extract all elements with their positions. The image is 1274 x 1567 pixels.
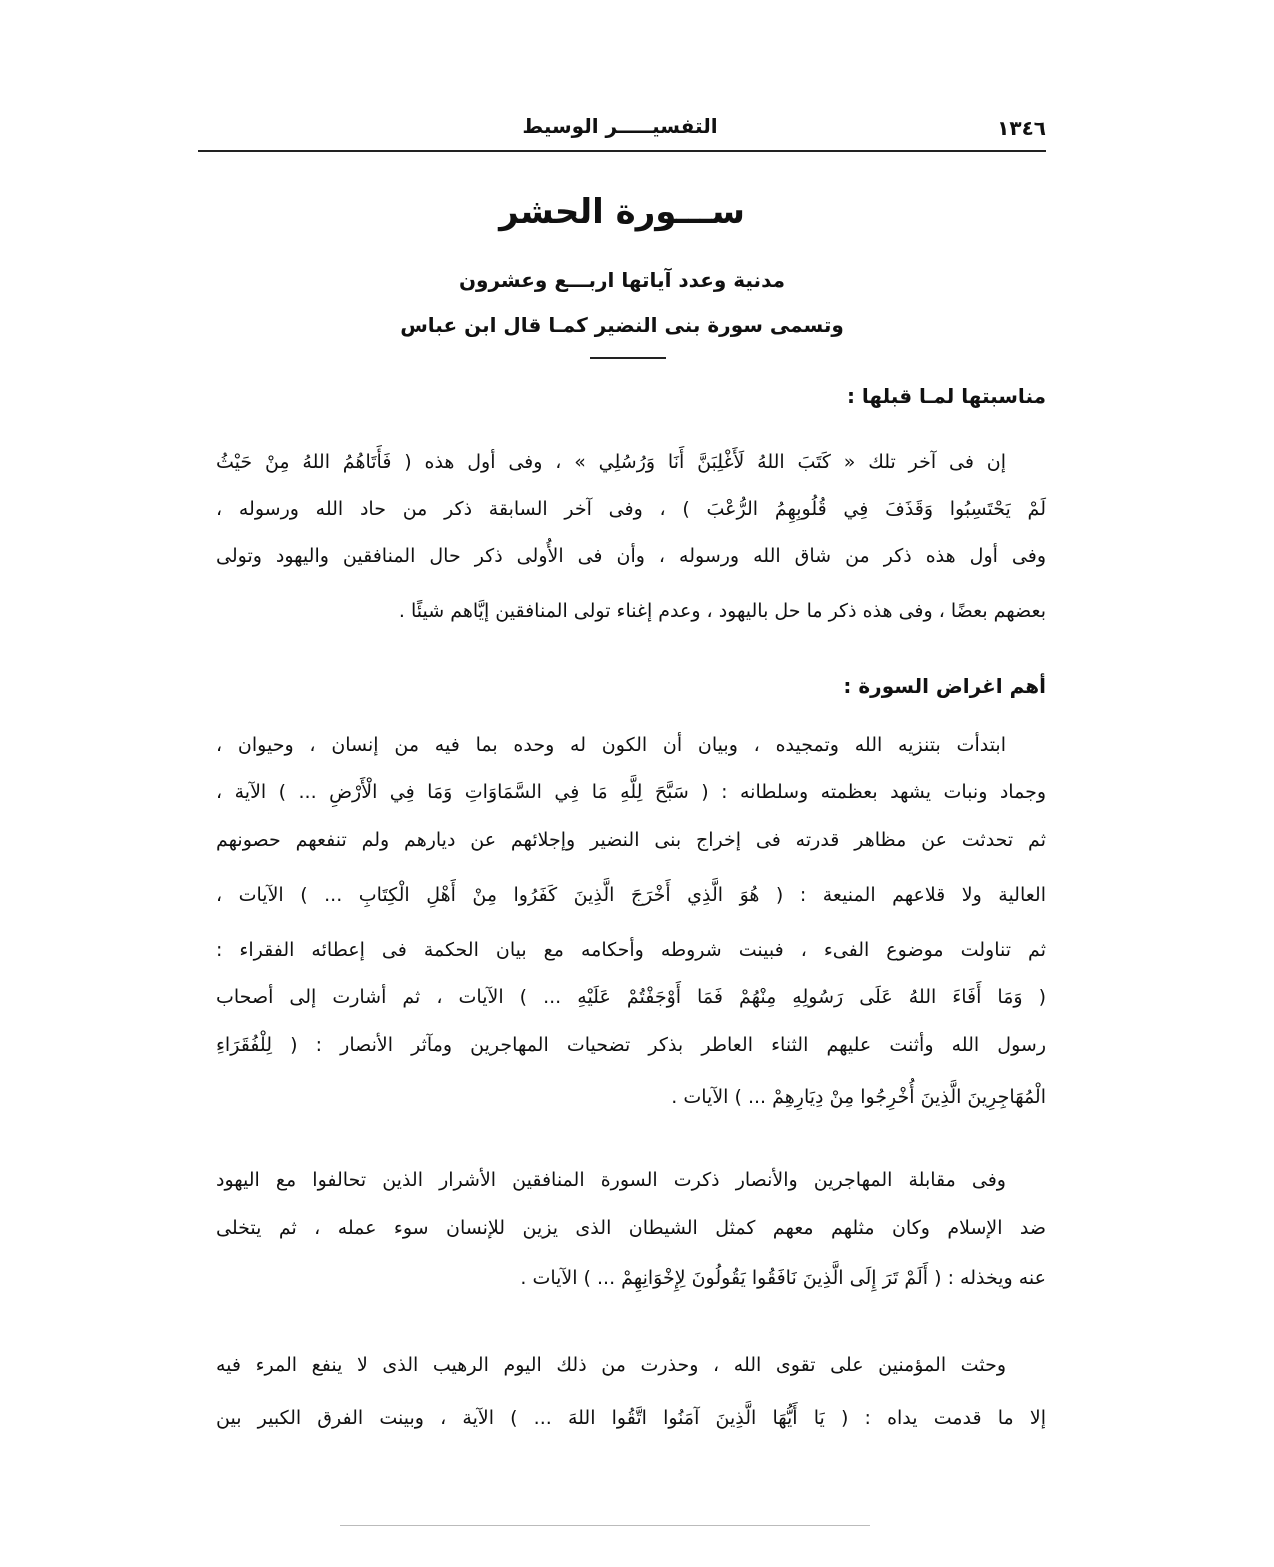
text-line: العالية ولا قلاعهم المنيعة : ( هُوَ الَّذِي أَخْرَجَ الَّذِينَ كَفَرُوا مِنْ أَهْلِ الْكِتَابِ ... ) الآيات ، [216, 884, 1046, 906]
surah-subtitle-revelation: مدنية وعدد آياتها اربـــع وعشرون [458, 268, 786, 292]
text-line: وفى مقابلة المهاجرين والأنصار ذكرت السورة المنافقين الأشرار الذين تحالفوا مع اليهود [216, 1169, 1006, 1191]
text-line: عنه ويخذله : ( أَلَمْ تَرَ إِلَى الَّذِينَ نَافَقُوا يَقُولُونَ لِإِخْوَانِهِمْ ... ) الآيات . [520, 1267, 1046, 1289]
text-line: إن فى آخر تلك « كَتَبَ اللهُ لَأَغْلِبَنَّ أَنَا وَرُسُلِي » ، وفى أول هذه ( فَأَتَاهُمُ اللهُ مِنْ حَيْثُ [216, 451, 1006, 473]
text-line: بعضهم بعضًا ، وفى هذه ذكر ما حل باليهود ، وعدم إغناء تولى المنافقين إيَّاهم شيئًا . [398, 600, 1046, 622]
text-line: ثم تناولت موضوع الفىء ، فبينت شروطه وأحكامه مع بيان الحكمة فى إعطائه الفقراء : [216, 939, 1046, 961]
text-line: وفى أول هذه ذكر من شاق الله ورسوله ، وأن فى الأُولى ذكر حال المنافقين واليهود وتولى [216, 545, 1046, 567]
title-divider [590, 357, 666, 359]
surah-subtitle-name: وتسمى سورة بنى النضير كمـا قال ابن عباس [400, 313, 844, 337]
text-line: الْمُهَاجِرِينَ الَّذِينَ أُخْرِجُوا مِنْ دِيَارِهِمْ ... ) الآيات . [671, 1086, 1046, 1108]
running-header-title: التفسيـــــر الوسيط [522, 114, 718, 138]
header-rule [198, 150, 1046, 152]
text-line: رسول الله وأثنت عليهم الثناء العاطر بذكر تضحيات المهاجرين ومآثر الأنصار : ( لِلْفُقَرَاءِ [216, 1034, 1046, 1056]
text-line: إلا ما قدمت يداه : ( يَا أَيُّهَا الَّذِينَ آمَنُوا اتَّقُوا اللهَ ... ) الآية ، وبينت الفرق الكبير بين [216, 1407, 1046, 1429]
page-number: ١٣٤٦ [997, 116, 1046, 140]
text-line: ( وَمَا أَفَاءَ اللهُ عَلَى رَسُولِهِ مِنْهُمْ فَمَا أَوْجَفْتُمْ عَلَيْهِ ... ) الآيات ، ثم أشارت إلى أصحاب [216, 986, 1046, 1008]
text-line: ضد الإسلام وكان مثلهم معهم كمثل الشيطان الذى يزين للإنسان سوء عمله ، ثم يتخلى [216, 1217, 1046, 1239]
section-heading-relation: مناسبتها لمـا قبلها : [846, 384, 1046, 408]
surah-title: ســـورة الحشر [499, 192, 745, 232]
section-heading-objectives: أهم اغراض السورة : [843, 674, 1046, 698]
text-line: لَمْ يَحْتَسِبُوا وَقَذَفَ فِي قُلُوبِهِمُ الرُّعْبَ ) ، وفى آخر السابقة ذكر من حاد الله ورسوله ، [216, 498, 1046, 520]
text-line: ابتدأت بتنزيه الله وتمجيده ، وبيان أن الكون له وحده بما فيه من إنسان ، وحيوان ، [216, 734, 1006, 756]
text-line: ثم تحدثت عن مظاهر قدرته فى إخراج بنى النضير وإجلائهم عن ديارهم ولم تنفعهم حصونهم [216, 829, 1046, 851]
text-line: وحثت المؤمنين على تقوى الله ، وحذرت من ذلك اليوم الرهيب الذى لا ينفع المرء فيه [216, 1354, 1006, 1376]
footer-rule [340, 1525, 870, 1526]
text-line: وجماد ونبات يشهد بعظمته وسلطانه : ( سَبَّحَ لِلَّهِ مَا فِي السَّمَاوَاتِ وَمَا فِي الْأَرْضِ ... ) الآية ، [216, 781, 1046, 803]
